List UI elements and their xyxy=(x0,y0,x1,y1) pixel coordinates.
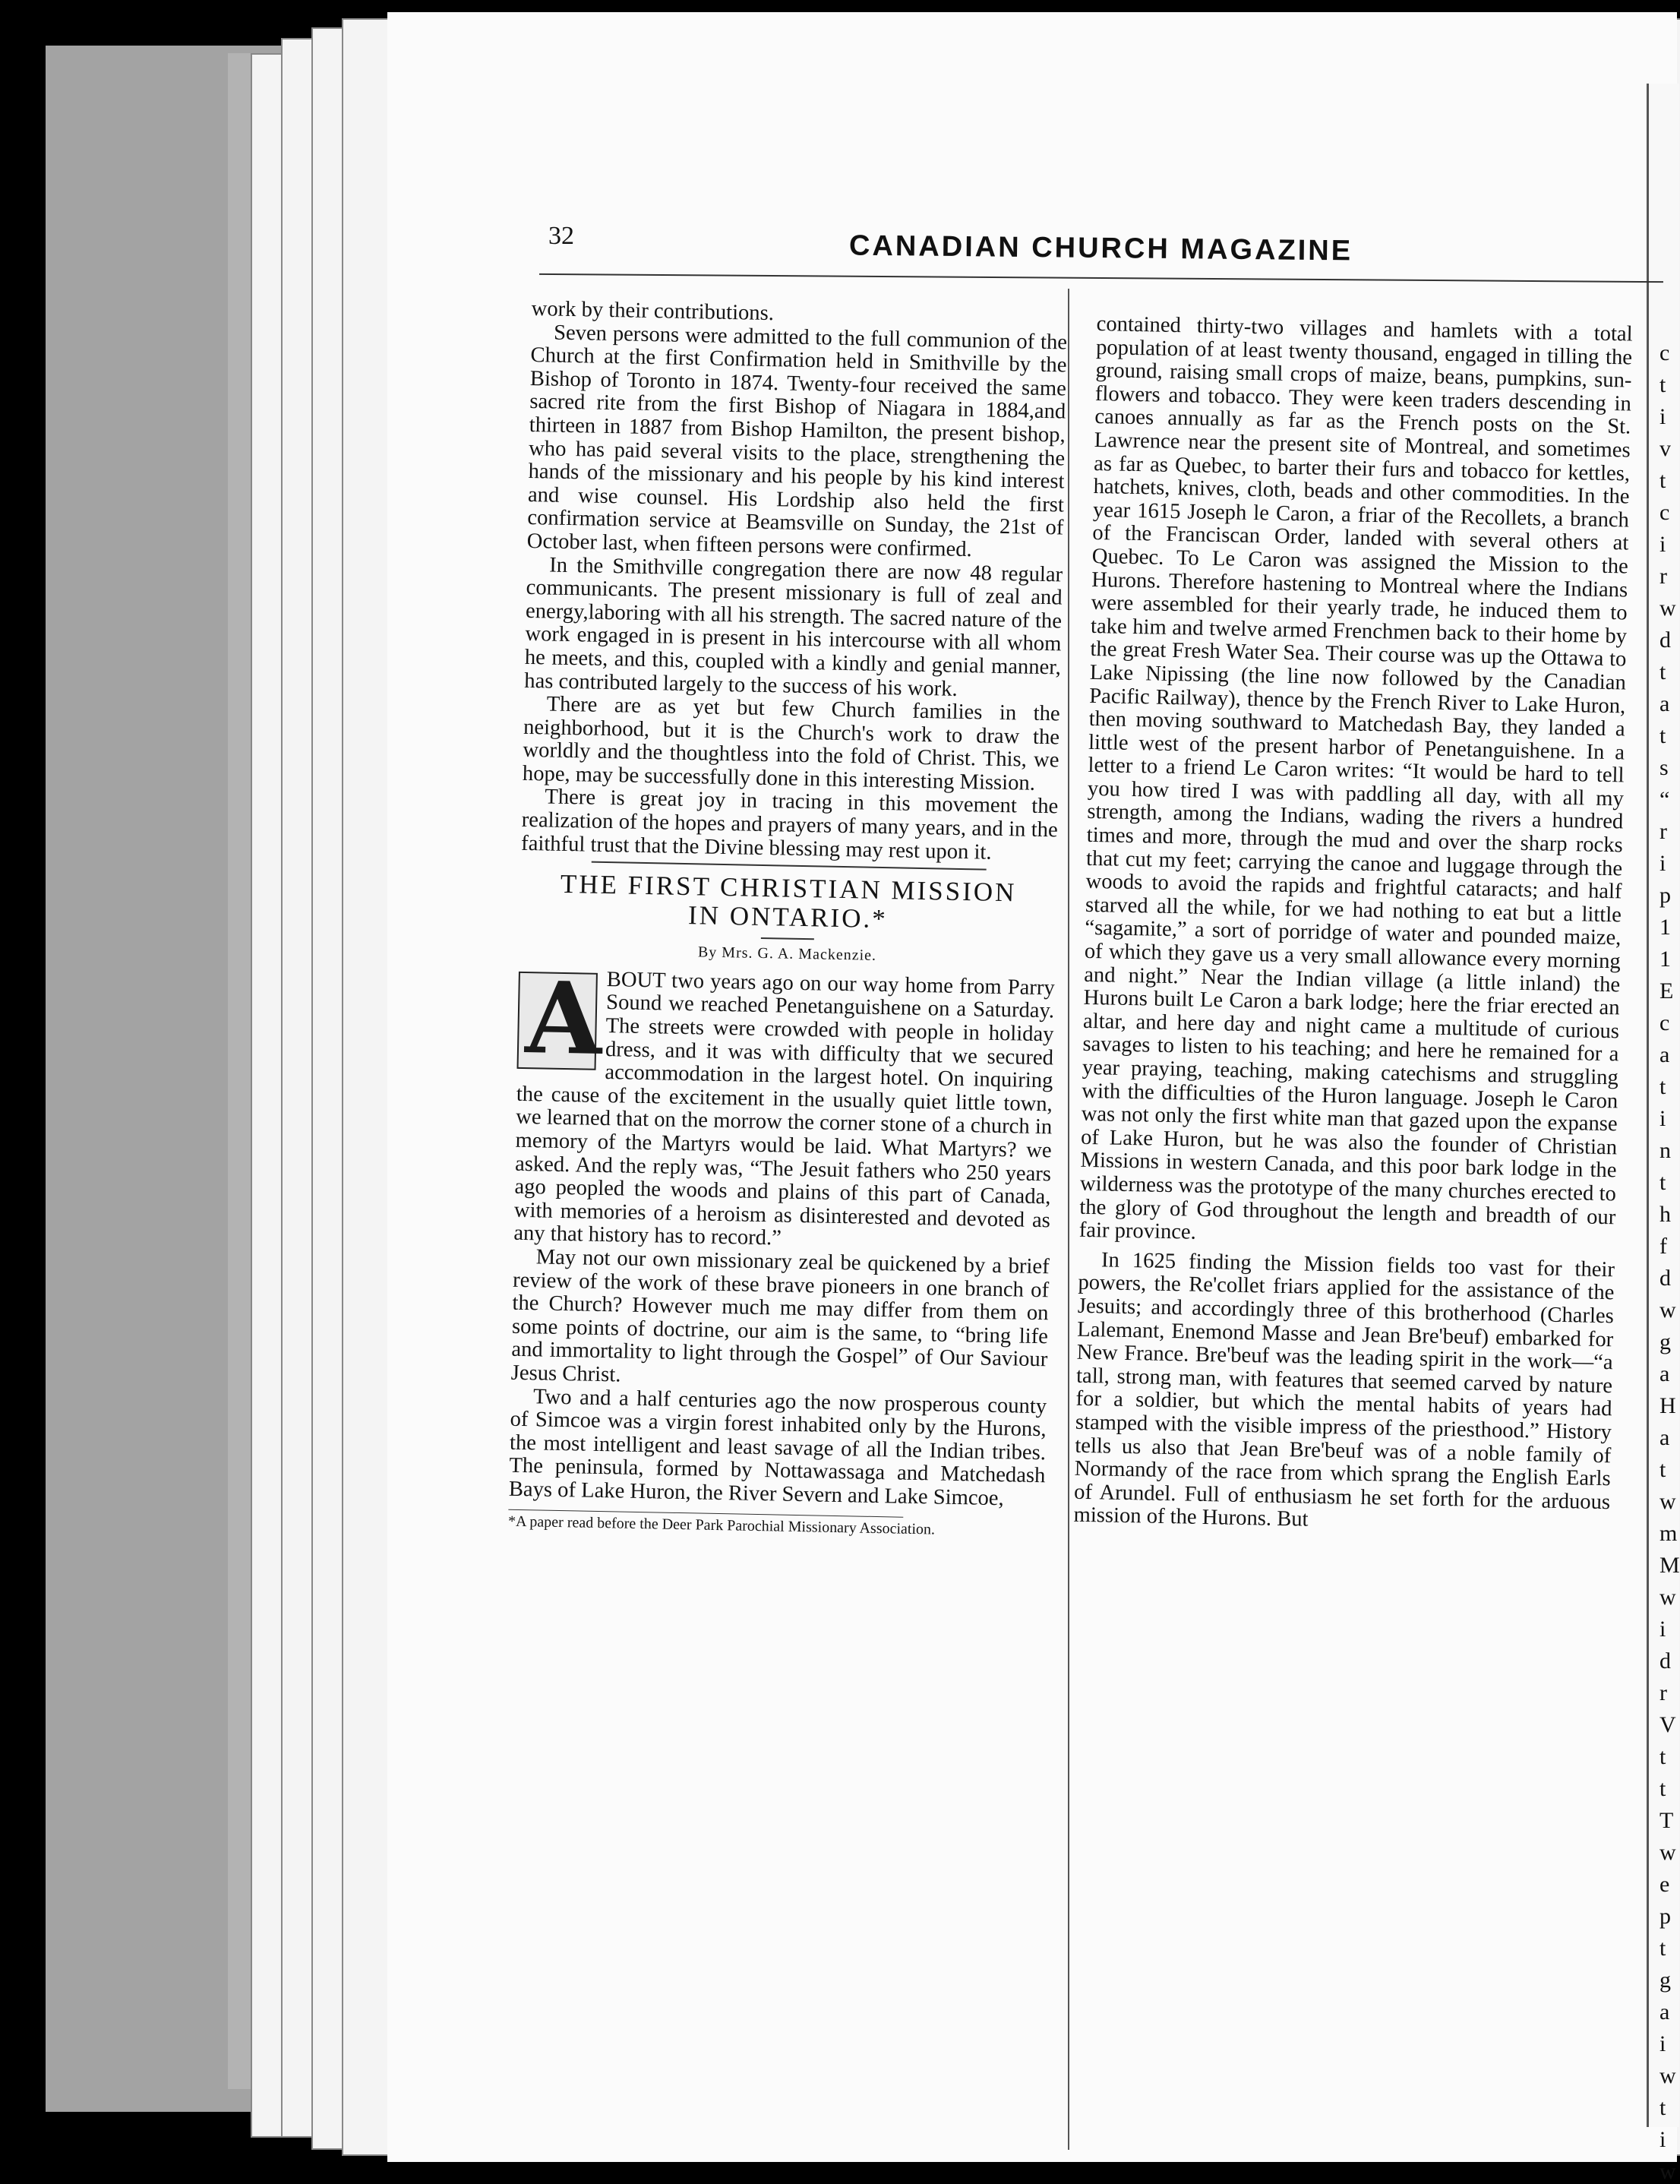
next-page-fragment: w xyxy=(1659,1297,1676,1323)
article-title-line: IN ONTARIO.* xyxy=(687,900,889,934)
footnote: *A paper read before the Deer Park Parochial Missionary Association. xyxy=(507,1512,936,1538)
paragraph: May not our own missionary zeal be quickened by a brief review of the work of these brave pioneers in one branch of the Church? However much me may differ from them on some points of doctrine, our aim is the same, to “bring life and immortality to light through the Gospel” of Our Saviour Jesus Christ. xyxy=(510,1245,1050,1387)
next-page-fragment: p xyxy=(1659,883,1671,908)
next-page-fragment: d xyxy=(1659,627,1671,653)
next-page-edge xyxy=(1647,84,1680,2184)
next-page-fragment: 1 xyxy=(1659,915,1671,940)
next-page-fragment: w xyxy=(1659,1489,1676,1514)
page-number: 32 xyxy=(548,222,574,250)
next-page-fragment: s xyxy=(1659,755,1669,780)
next-page-fragment: a xyxy=(1659,1042,1670,1067)
paragraph: There are as yet but few Church families in the neighborhood, but it is the Church's work to draw the worldly and the thoughtless into the fold of Christ. This, we hope, may be successfully done in this interesting Mission. xyxy=(522,692,1060,795)
next-page-fragment: M xyxy=(1659,1553,1680,1578)
next-page-fragment: H xyxy=(1659,1393,1676,1418)
next-page-fragment: a xyxy=(1659,691,1670,716)
next-page-fragment: i xyxy=(1659,2031,1666,2056)
next-page-fragment: i xyxy=(1659,2127,1666,2152)
next-page-fragment: r xyxy=(1659,1680,1667,1705)
next-page-fragment: i xyxy=(1659,1106,1666,1131)
next-page-fragment: w xyxy=(1659,596,1676,621)
byline: By Mrs. G. A. Mackenzie. xyxy=(697,943,877,965)
next-page-fragment: i xyxy=(1659,532,1666,557)
next-page-fragment: t xyxy=(1659,723,1666,748)
paragraph: work by their contributions. xyxy=(531,297,775,326)
next-page-fragment: a xyxy=(1659,1999,1670,2024)
next-page-fragment: c xyxy=(1659,500,1670,525)
next-page-fragment: c xyxy=(1659,1010,1670,1035)
paragraph: In the Smithville congregation there are now 48 regular communicants. The present missionary is full of zeal and energy,laboring with all his strength. The sacred nature of the work engaged in is present in his intercourse with all whom he meets, and this, coupled with a kindly and genial manner, has contributed largely to the success of his work. xyxy=(524,553,1063,701)
next-page-fragment: r xyxy=(1659,819,1667,844)
next-page-fragment: t xyxy=(1659,1074,1666,1099)
next-page-fragment: w xyxy=(1659,2159,1676,2184)
next-page-fragment: t xyxy=(1659,1936,1666,1961)
paragraph: Two and a half centuries ago the now prosperous county of Simcoe was a virgin forest inhabited only by the Hurons, the most intelligent and least savage of all the Indian tribes. The peninsula, formed by Nottawassaga and Matchedash Bays of Lake Huron, the River Severn and Lake Simcoe, xyxy=(508,1384,1047,1511)
next-page-fragment: i xyxy=(1659,851,1666,876)
next-page-fragment: V xyxy=(1659,1712,1676,1737)
next-page-fragment: t xyxy=(1659,1457,1666,1482)
next-page-fragment: e xyxy=(1659,1872,1670,1897)
next-page-fragment: t xyxy=(1659,372,1666,397)
decorated-initial xyxy=(517,959,604,1077)
next-page-fragment: i xyxy=(1659,1617,1666,1642)
next-page-fragment: w xyxy=(1659,1585,1676,1610)
right-column xyxy=(1073,313,1633,1538)
next-page-fragment: g xyxy=(1659,1967,1671,1993)
next-page-fragment: t xyxy=(1659,1744,1666,1769)
next-page-fragment: m xyxy=(1659,1521,1678,1546)
next-page-fragment: g xyxy=(1659,1329,1671,1354)
paragraph: contained thirty-two villages and hamlets with a total population of at least twenty thousand, engaged in tilling the ground, raising small crops of maize, beans, pumpkins, sun-flowers and tobacco. They were keen traders descending in canoes annually as far as the French posts on the St. Lawrence near the present site of Montreal, and sometimes as far as Quebec, to barter their furs and tobacco for kettles, hatchets, knives, cloth, beads and other commodities. In the year 1615 Joseph le Caron, a friar of the Recollets, a branch of the Franciscan Order, landed with several others at Quebec. To Le Caron was assigned the Mission to the Hurons. Therefore hastening to Montreal where the Indians were assembled for their yearly trade, he induced them to take him and twelve armed Frenchmen back to their home by the great Fresh Water Sea. Their course was up the Ottawa to Lake Nipissing (the line now followed by the Canadian Pacific Railway), thence by the French River to Lake Huron, then moving southward to Matchedash Bay, they landed a little west of the present harbor of Penetanguishene. In a letter to a friend Le Caron writes: “It would be hard to tell you how tired I was with paddling all day, with all my strength, among the Indians, wading the rivers a hundred times and more, through the mud and over the sharp rocks that cut my feet; carrying the canoe and luggage through the woods to avoid the rapids and frightful cataracts; and half starved all the while, for we had nothing to eat but a little “sagamite,” a sort of porridge of water and pounded maize, of which they gave us a very small allowance every morning and night.” Near the Indian village (a little inland) the Hurons built Le Caron a bark lodge; here the friar erected an altar, and here day and night came a multitude of curious savages to listen to his teaching; and here he remained for a year praying, teaching, making catechisms and struggling with the difficulties of the Huron language. Joseph le Caron was not only the first white man that gazed upon the expanse of Lake Huron, but he was also the founder of Christian Missions in western Canada, and this poor bark lodge in the wilderness was the prototype of the many churches erected to the glory of God throughout the length and breadth of our fair province. xyxy=(1078,312,1633,1244)
next-page-fragment: 1 xyxy=(1659,947,1671,972)
next-page-fragment: v xyxy=(1659,436,1671,461)
next-page-fragment: “ xyxy=(1659,787,1670,812)
article-title-line: THE FIRST CHRISTIAN MISSION xyxy=(560,869,1017,908)
opening-paragraph xyxy=(513,959,1055,1256)
next-page-fragment: E xyxy=(1659,978,1674,1004)
next-page-fragment: t xyxy=(1659,468,1666,493)
next-page-fragment: p xyxy=(1659,1904,1671,1929)
next-page-fragment: t xyxy=(1659,2095,1666,2120)
next-page-fragment: a xyxy=(1659,1361,1670,1386)
paragraph: Seven persons were admitted to the full communion of the Church at the first Confirmation held in Smithville by the Bishop of Toronto in 1874. Twenty-four received the same sacred rite from the first Bishop of Niagara in 1884,and thirteen in 1887 from Bishop Hamilton, the present bishop, who has paid several visits to the place, strengthening the hands of the missionary and his people by his kind interest and wise counsel. His Lordship also held the first confirmation service at Beamsville on Sunday, the 21st of October last, when fifteen persons were confirmed. xyxy=(526,321,1068,562)
column-rule xyxy=(1068,289,1069,2150)
next-page-fragment: i xyxy=(1659,404,1666,429)
next-page-fragment: r xyxy=(1659,564,1667,589)
paragraph: There is great joy in tracing in this movement the realization of the hopes and prayers of many years, and in the faithful trust that the Divine blessing may rest upon it. xyxy=(520,785,1059,864)
next-page-fragment: t xyxy=(1659,659,1666,684)
next-page-fragment: w xyxy=(1659,2063,1676,2088)
running-head: CANADIAN CHURCH MAGAZINE xyxy=(848,229,1353,267)
article-title xyxy=(519,869,1056,937)
next-page-fragment: h xyxy=(1659,1202,1671,1227)
next-page-fragment: c xyxy=(1659,340,1670,365)
title-ornament-rule xyxy=(761,937,814,940)
paragraph-text: BOUT two years ago on our way home from Parry Sound we reached Penetanguishene on a Saturday. The streets were crowded with people in holiday dress, and it was with difficulty that we secured accommodation in the largest hotel. On inquiring the cause of the excitement in the usually quiet little town, we learned that on the morrow the corner stone of a church in memory of the Martyrs would be laid. What Martyrs? we asked. And the reply was, “The Jesuit fathers who 250 years ago peopled the woods and plains of this part of Canada, with memories of a heroism as disinterested and devoted as any that history has to record.” xyxy=(513,967,1055,1250)
decorated-initial-letter: A xyxy=(524,959,604,1077)
next-page-fragment: T xyxy=(1659,1808,1674,1833)
next-page-fragment: w xyxy=(1659,1840,1676,1865)
next-page-fragment: d xyxy=(1659,1266,1671,1291)
left-column xyxy=(508,298,1068,1540)
paragraph: In 1625 finding the Mission fields too vast for their powers, the Re'collet friars applied for the assistance of the Jesuits; and accordingly three of this brotherhood (Charles Lalemant, Enemond Masse and Jean Bre'beuf) embarked for New France. Bre'beuf was the leading spirit in the work—“a tall, strong man, with features that seemed carved by nature for a soldier, but which the mental habits of years had stamped with the visible impress of the priesthood.” History tells us also that Jean Bre'beuf was of a noble family of Normandy of the race from which sprang the English Earls of Arundel. Full of enthusiasm he set forth for the arduous mission of the Hurons. But xyxy=(1073,1248,1615,1531)
next-page-fragment: t xyxy=(1659,1776,1666,1801)
next-page-fragment: a xyxy=(1659,1425,1670,1450)
next-page-fragment: d xyxy=(1659,1648,1671,1674)
next-page-fragment: f xyxy=(1659,1234,1667,1259)
next-page-fragment: n xyxy=(1659,1138,1671,1163)
next-page-fragment: t xyxy=(1659,1170,1666,1195)
